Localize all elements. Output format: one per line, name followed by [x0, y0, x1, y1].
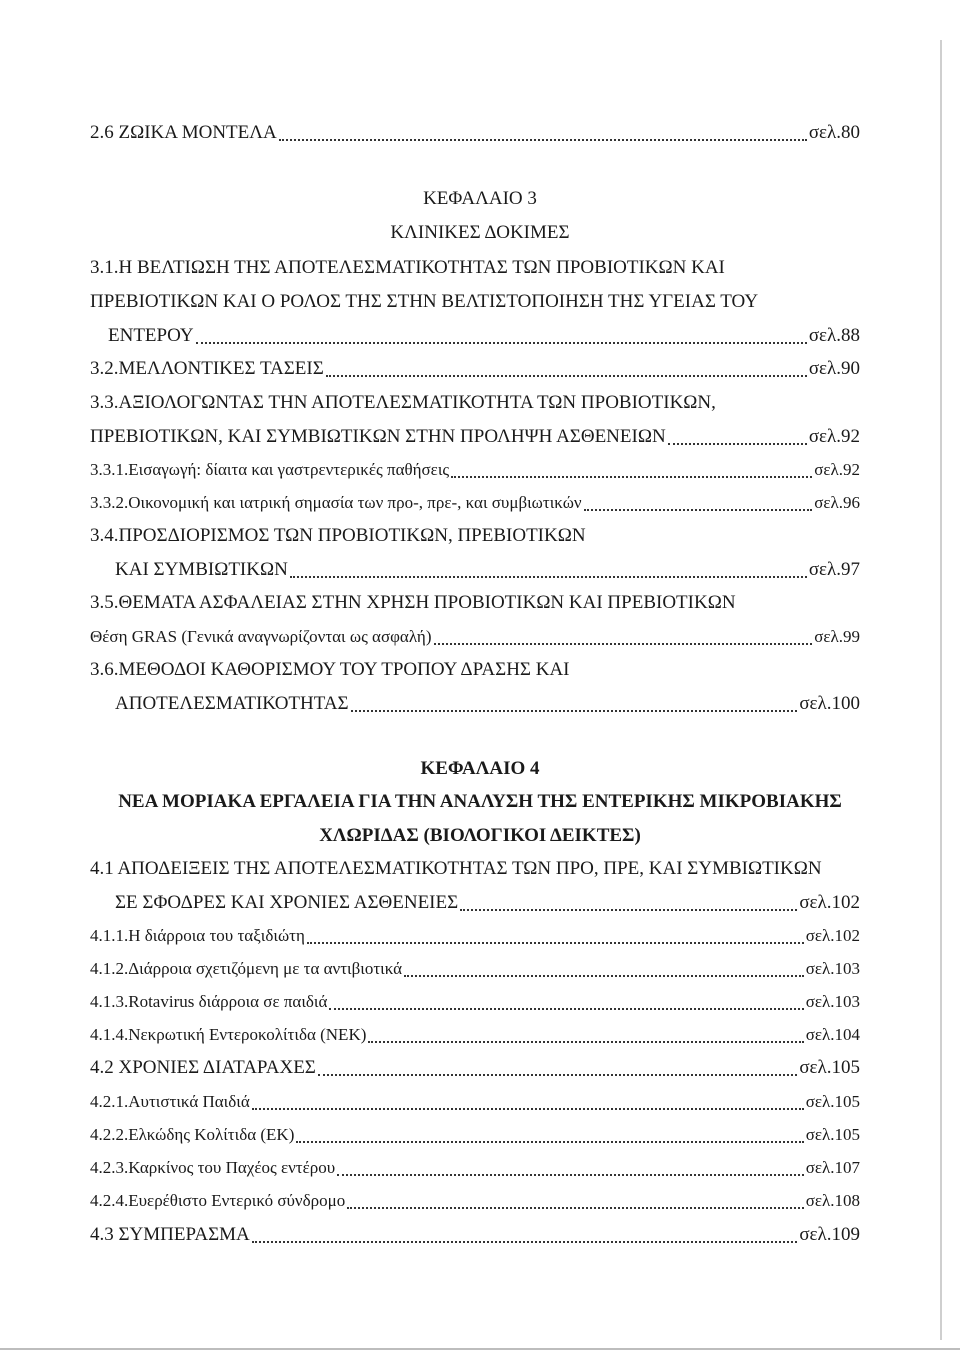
toc-page: σελ.90 [808, 358, 860, 379]
toc-page: σελ.107 [805, 1158, 860, 1177]
toc-page: σελ.105 [805, 1092, 860, 1111]
toc-page: σελ.103 [805, 959, 860, 978]
leader-dots [279, 139, 807, 141]
toc-page: σελ.102 [805, 926, 860, 945]
toc-entry-4-1-4[interactable] [90, 1022, 860, 1048]
toc-label: ΠΡΕΒΙΟΤΙΚΩΝ, ΚΑΙ ΣΥΜΒΙΩΤΙΚΩΝ ΣΤΗΝ ΠΡΟΛΗΨΗ ΑΣΘΕΝΕΙΩΝ [90, 426, 666, 447]
toc-label: 3.5.ΘΕΜΑΤΑ ΑΣΦΑΛΕΙΑΣ ΣΤΗΝ ΧΡΗΣΗ ΠΡΟΒΙΟΤΙΚΩΝ ΚΑΙ ΠΡΕΒΙΟΤΙΚΩΝ [90, 592, 736, 613]
leader-dots [404, 975, 804, 977]
toc-page: σελ.109 [799, 1224, 860, 1245]
toc-label: 3.3.1.Εισαγωγή: δίαιτα και γαστρεντερικές παθήσεις [90, 460, 450, 479]
toc-entry-3-6-line2[interactable] [115, 691, 860, 717]
toc-label: 4.2.4.Ευερέθιστο Εντερικό σύνδρομο [90, 1191, 346, 1210]
toc-entry-3-3-line2[interactable] [90, 424, 860, 450]
chapter-4-heading: ΚΕΦΑΛΑΙΟ 4 [420, 758, 540, 779]
toc-entry-3-5-line2[interactable] [90, 624, 860, 650]
toc-label: 3.1.Η ΒΕΛΤΙΩΣΗ ΤΗΣ ΑΠΟΤΕΛΕΣΜΑΤΙΚΟΤΗΤΑΣ ΤΩΝ ΠΡΟΒΙΟΤΙΚΩΝ ΚΑΙ [90, 257, 725, 278]
toc-label: Θέση GRAS (Γενικά αναγνωρίζονται ως ασφαλή) [90, 627, 432, 646]
leader-dots [252, 1241, 798, 1243]
toc-label: 4.1.3.Rotavirus διάρροια σε παιδιά [90, 992, 328, 1011]
toc-page: σελ.103 [805, 992, 860, 1011]
toc-label: 2.6 ΖΩΙΚΑ ΜΟΝΤΕΛΑ [90, 122, 277, 143]
chapter-3-subheading: ΚΛΙΝΙΚΕΣ ΔΟΚΙΜΕΣ [390, 222, 570, 243]
leader-dots [307, 942, 804, 944]
toc-entry-3-1-line2[interactable] [90, 289, 860, 315]
toc-label: ΠΡΕΒΙΟΤΙΚΩΝ ΚΑΙ Ο ΡΟΛΟΣ ΤΗΣ ΣΤΗΝ ΒΕΛΤΙΣΤΟΠΟΙΗΣΗ ΤΗΣ ΥΓΕΙΑΣ ΤΟΥ [90, 291, 759, 312]
toc-label: 4.1.4.Νεκρωτική Εντεροκολίτιδα (ΝΕΚ) [90, 1025, 367, 1044]
chapter-3-heading: ΚΕΦΑΛΑΙΟ 3 [423, 188, 537, 209]
toc-label: 4.2.3.Καρκίνος του Παχέος εντέρου [90, 1158, 336, 1177]
toc-label: 3.4.ΠΡΟΣΔΙΟΡΙΣΜΟΣ ΤΩΝ ΠΡΟΒΙΟΤΙΚΩΝ, ΠΡΕΒΙΟΤΙΚΩΝ [90, 525, 586, 546]
toc-entry-2-6[interactable] [90, 120, 860, 146]
page-edge-bottom [0, 1348, 960, 1350]
toc-label: 3.2.ΜΕΛΛΟΝΤΙΚΕΣ ΤΑΣΕΙΣ [90, 358, 324, 379]
leader-dots [290, 576, 807, 578]
toc-label: ΚΑΙ ΣΥΜΒΙΩΤΙΚΩΝ [115, 559, 288, 580]
leader-dots [351, 710, 798, 712]
toc-page: σελ.104 [805, 1025, 860, 1044]
leader-dots [668, 443, 807, 445]
leader-dots [368, 1041, 803, 1043]
toc-entry-4-1-line1[interactable] [90, 856, 860, 882]
leader-dots [460, 909, 797, 911]
toc-label: 4.3 ΣΥΜΠΕΡΑΣΜΑ [90, 1224, 250, 1245]
toc-label: 4.1.2.Διάρροια σχετιζόμενη με τα αντιβιοτικά [90, 959, 403, 978]
leader-dots [337, 1174, 804, 1176]
toc-page: σελ.105 [799, 1057, 860, 1078]
leader-dots [318, 1074, 797, 1076]
toc-label: 3.6.ΜΕΘΟΔΟΙ ΚΑΘΟΡΙΣΜΟΥ ΤΟΥ ΤΡΟΠΟΥ ΔΡΑΣΗΣ ΚΑΙ [90, 659, 570, 680]
toc-entry-3-3-line1[interactable] [90, 390, 860, 416]
toc-entry-3-3-1[interactable] [90, 457, 860, 483]
toc-page: σελ.100 [799, 693, 860, 714]
toc-page: σελ.92 [814, 460, 860, 479]
toc-page: σελ.105 [805, 1125, 860, 1144]
leader-dots [329, 1008, 803, 1010]
toc-entry-4-3[interactable] [90, 1222, 860, 1248]
toc-entry-3-3-2[interactable] [90, 490, 860, 516]
toc-entry-3-5-line1[interactable] [90, 590, 860, 616]
toc-entry-3-4-line2[interactable] [115, 557, 860, 583]
toc-label: 4.2.1.Αυτιστικά Παιδιά [90, 1092, 250, 1111]
leader-dots [434, 643, 813, 645]
toc-entry-3-1-line3[interactable] [108, 323, 860, 349]
leader-dots [252, 1108, 804, 1110]
leader-dots [347, 1207, 804, 1209]
toc-entry-3-6-line1[interactable] [90, 657, 860, 683]
toc-entry-4-1-2[interactable] [90, 956, 860, 982]
toc-entry-4-1-line2[interactable] [115, 890, 860, 916]
toc-entry-4-2-2[interactable] [90, 1122, 860, 1148]
toc-page: σελ.108 [805, 1191, 860, 1210]
toc-entry-3-2[interactable] [90, 356, 860, 382]
toc-entry-4-1-1[interactable] [90, 923, 860, 949]
chapter-4-title-line1: ΝΕΑ ΜΟΡΙΑΚΑ ΕΡΓΑΛΕΙΑ ΓΙΑ ΤΗΝ ΑΝΑΛΥΣΗ ΤΗΣ ΕΝΤΕΡΙΚΗΣ ΜΙΚΡΟΒΙΑΚΗΣ [118, 791, 842, 812]
toc-label: ΕΝΤΕΡΟΥ [108, 325, 194, 346]
toc-label: ΣΕ ΣΦΟΔΡΕΣ ΚΑΙ ΧΡΟΝΙΕΣ ΑΣΘΕΝΕΙΕΣ [115, 892, 459, 913]
leader-dots [451, 476, 812, 478]
toc-entry-4-1-3[interactable] [90, 989, 860, 1015]
toc-label: 4.1 ΑΠΟΔΕΙΞΕΙΣ ΤΗΣ ΑΠΟΤΕΛΕΣΜΑΤΙΚΟΤΗΤΑΣ ΤΩΝ ΠΡΟ, ΠΡΕ, ΚΑΙ ΣΥΜΒΙΩΤΙΚΩΝ [90, 858, 822, 879]
chapter-4-title-line2: ΧΛΩΡΙΔΑΣ (ΒΙΟΛΟΓΙΚΟΙ ΔΕΙΚΤΕΣ) [319, 825, 641, 846]
toc-entry-4-2-4[interactable] [90, 1188, 860, 1214]
toc-label: 3.3.2.Οικονομική και ιατρική σημασία των προ-, πρε-, και συμβιωτικών [90, 493, 582, 512]
toc-page: σελ.80 [808, 122, 860, 143]
toc-label: 4.1.1.Η διάρροια του ταξιδιώτη [90, 926, 305, 945]
toc-entry-4-2-1[interactable] [90, 1089, 860, 1115]
leader-dots [584, 509, 813, 511]
leader-dots [196, 342, 807, 344]
toc-page: σελ.92 [808, 426, 860, 447]
toc-entry-3-1-line1[interactable] [90, 255, 860, 281]
toc-page: σελ.88 [808, 325, 860, 346]
toc-label: 3.3.ΑΞΙΟΛΟΓΩΝΤΑΣ ΤΗΝ ΑΠΟΤΕΛΕΣΜΑΤΙΚΟΤΗΤΑ ΤΩΝ ΠΡΟΒΙΟΤΙΚΩΝ, [90, 392, 716, 413]
toc-page: σελ.97 [808, 559, 860, 580]
toc-label: ΑΠΟΤΕΛΕΣΜΑΤΙΚΟΤΗΤΑΣ [115, 693, 349, 714]
toc-entry-3-4-line1[interactable] [90, 523, 860, 549]
toc-page: σελ.99 [814, 627, 860, 646]
leader-dots [326, 375, 807, 377]
toc-page: σελ.96 [814, 493, 860, 512]
toc-label: 4.2.2.Ελκώδης Κολίτιδα (ΕΚ) [90, 1125, 295, 1144]
leader-dots [296, 1141, 803, 1143]
toc-page: σελ.102 [799, 892, 860, 913]
toc-entry-4-2[interactable] [90, 1055, 860, 1081]
toc-label: 4.2 ΧΡΟΝΙΕΣ ΔΙΑΤΑΡΑΧΕΣ [90, 1057, 316, 1078]
toc-entry-4-2-3[interactable] [90, 1155, 860, 1181]
